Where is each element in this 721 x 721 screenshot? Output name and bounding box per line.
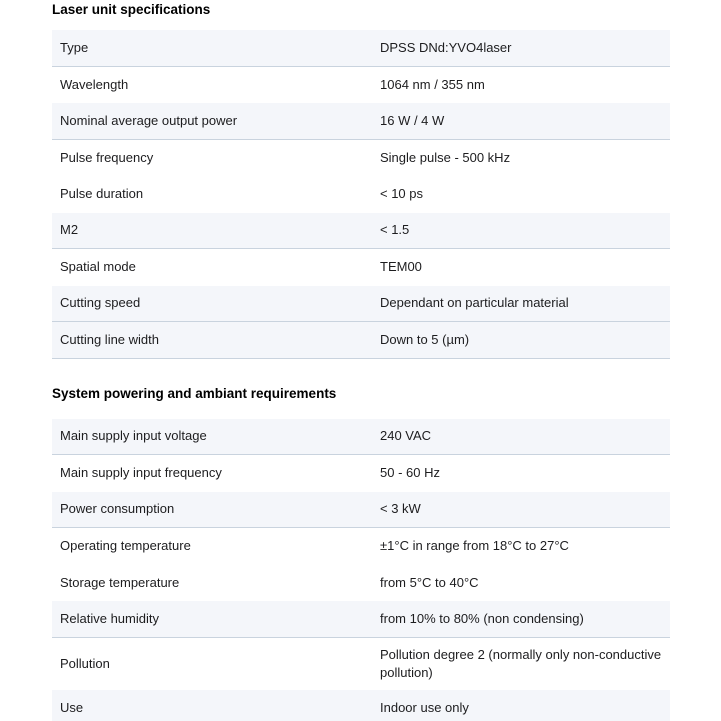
row-label: Type: [60, 39, 89, 55]
table-row: [52, 455, 670, 492]
row-label: Operating temperature: [60, 538, 191, 554]
row-label: M2: [60, 222, 79, 238]
spec-table: [52, 30, 670, 359]
row-value: from 10% to 80% (non condensing): [380, 610, 584, 626]
section-title: System powering and ambiant requirements: [52, 385, 337, 401]
row-value: 240 VAC: [380, 428, 432, 444]
row-label: Pulse duration: [60, 186, 144, 202]
table-row: [52, 103, 670, 140]
row-value: 1064 nm / 355 nm: [380, 76, 485, 92]
table-row: [52, 140, 670, 177]
row-value: Dependant on particular material: [380, 295, 569, 311]
table-row: [52, 286, 670, 323]
table-row: [52, 67, 670, 104]
row-value: Pollution degree 2 (normally only non-conductive pollution): [380, 646, 662, 680]
table-row: [52, 528, 670, 565]
row-label: Cutting line width: [60, 331, 159, 347]
row-value: 16 W / 4 W: [380, 112, 445, 128]
table-row: [52, 213, 670, 250]
row-label: Power consumption: [60, 501, 175, 517]
row-label: Spatial mode: [60, 259, 136, 275]
table-row: [52, 492, 670, 529]
row-value: TEM00: [380, 259, 422, 275]
row-label: Nominal average output power: [60, 112, 238, 128]
spec-sheet: [52, 0, 670, 721]
spec-table: [52, 419, 670, 721]
row-label: Main supply input voltage: [60, 428, 207, 444]
table-row: [52, 638, 670, 690]
row-value: Indoor use only: [380, 699, 469, 715]
row-value: Down to 5 (µm): [380, 331, 470, 347]
row-value: 50 - 60 Hz: [380, 465, 440, 481]
row-value: from 5°C to 40°C: [380, 574, 479, 590]
row-label: Pollution: [60, 655, 110, 671]
table-row: [52, 565, 670, 602]
row-value: < 3 kW: [380, 501, 421, 517]
table-row: [52, 690, 670, 721]
row-label: Relative humidity: [60, 610, 159, 626]
table-row: [52, 419, 670, 456]
row-value: < 10 ps: [380, 186, 424, 202]
table-row: [52, 176, 670, 213]
row-value: DPSS DNd:YVO4laser: [380, 39, 512, 55]
row-value: Single pulse - 500 kHz: [380, 149, 511, 165]
row-label: Cutting speed: [60, 295, 141, 311]
row-label: Wavelength: [60, 76, 129, 92]
table-row: [52, 601, 670, 638]
row-label: Use: [60, 699, 84, 715]
row-label: Pulse frequency: [60, 149, 154, 165]
row-value: < 1.5: [380, 222, 410, 238]
row-value: ±1°C in range from 18°C to 27°C: [380, 538, 569, 554]
table-row: [52, 30, 670, 67]
spec-section: [52, 2, 670, 359]
row-label: Storage temperature: [60, 574, 180, 590]
row-label: Main supply input frequency: [60, 465, 222, 481]
section-title: Laser unit specifications: [52, 2, 211, 17]
table-row: [52, 249, 670, 286]
spec-section: [52, 386, 670, 721]
table-row: [52, 322, 670, 359]
